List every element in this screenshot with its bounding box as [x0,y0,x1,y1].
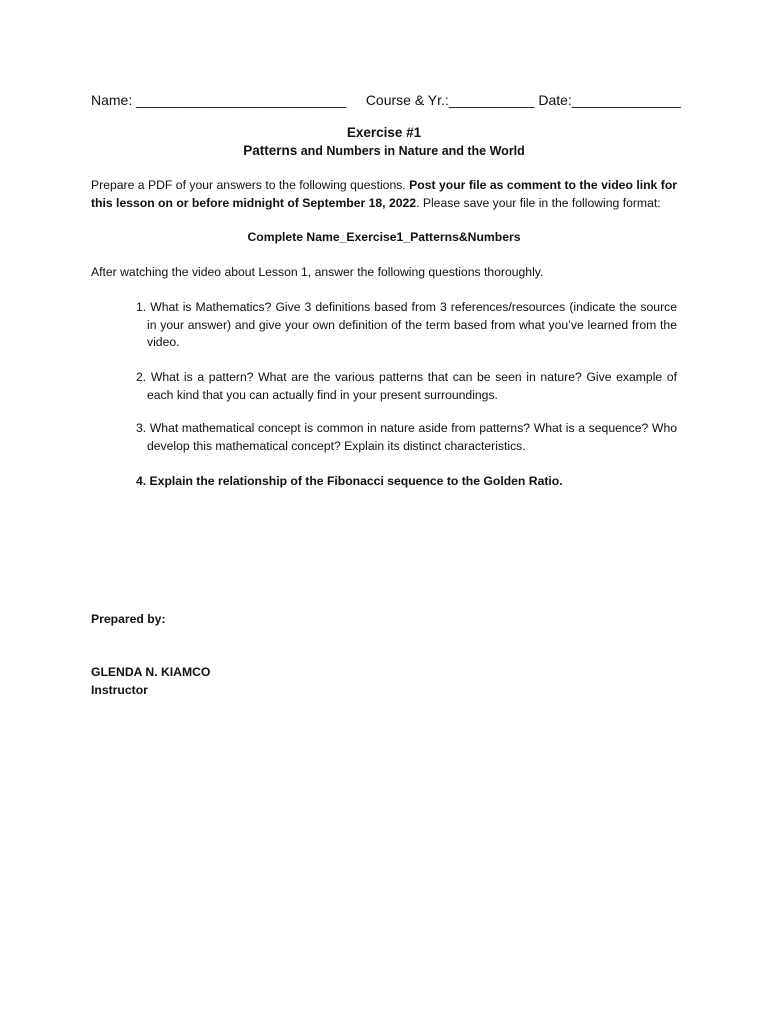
after-watching-text: After watching the video about Lesson 1, answer the following questions thoroughly. [91,265,544,279]
instructions-part3: . Please save your file in the following format: [416,195,661,210]
instructor-title: Instructor [91,683,148,697]
instructions-part1: Prepare a PDF of your answers to the following questions. [91,178,410,192]
question-3: 3. What mathematical concept is common in nature aside from patterns? What is a sequence? Who develop this mathematical concept? Explain its distinct characteristics. [136,421,677,453]
instructor-name: GLENDA N. KIAMCO [91,665,211,679]
subtitle-rest: and Numbers in Nature and the World [297,144,525,158]
prepared-by-label: Prepared by: [91,612,166,626]
instructions-deadline: Post your file as comment to the video link for this lesson on or before midnight of September 18, 2022 [91,178,678,210]
header-fields [91,92,691,108]
exercise-subtitle [0,143,768,158]
name-field: Name: ___________________________ [91,92,347,108]
question-2: 2. What is a pattern? What are the various patterns that can be seen in nature? Give example of each kind that you can actually find in your present surroundings. [136,370,677,402]
question-1: 1. What is Mathematics? Give 3 definitions based from 3 references/resources (indicate the source in your answer) and give your own definition of the term based from what you’ve learned from the video. [136,300,677,349]
subtitle-lead: Patterns [243,143,298,158]
date-field: Date:______________ [538,92,681,108]
question-4: 4. Explain the relationship of the Fibonacci sequence to the Golden Ratio. [136,474,563,488]
file-format-line: Complete Name_Exercise1_Patterns&Numbers [247,230,521,244]
instructions-paragraph [91,177,677,212]
course-year-field: Course & Yr.:___________ [365,92,535,108]
exercise-title: Exercise #1 [346,125,422,140]
